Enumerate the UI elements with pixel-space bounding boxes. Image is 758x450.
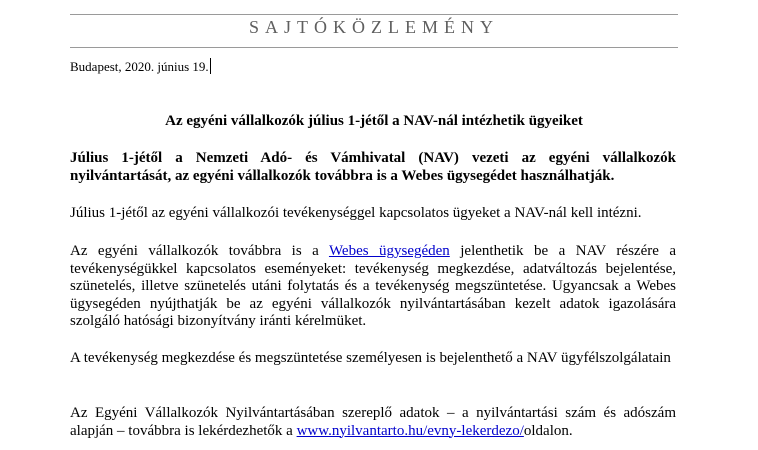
- paragraph-5: [70, 405, 676, 440]
- paragraph-3: [70, 243, 676, 331]
- paragraph-3-after: jelenthetik be a NAV részére a tevékenységükkel kapcsolatos eseményeket: tevékenység megkezdése, adatváltozás bejelentése, szünetelés, illetve szünetelés utáni folytatás és a tevékenység megszüntetése. Ugyancsak a Webes ügysegéden nyújthatják be az egyéni vállalkozók nyilvántartásában kezelt adatok igazolására szolgáló hatósági bizonyítvány iránti kérelmüket.: [70, 243, 676, 329]
- dateline[interactable]: [70, 58, 211, 75]
- paragraph-5-before: Az Egyéni Vállalkozók Nyilvántartásában szereplő adatok – a nyilvántartási szám és adószám alapján – továbbra is lekérdezhetők a: [70, 405, 676, 439]
- paragraph-3-before: Az egyéni vállalkozók továbbra is a: [70, 243, 329, 259]
- press-release-title: SAJTÓKÖZLEMÉNY: [249, 17, 499, 37]
- lead-paragraph: Július 1-jétől a Nemzeti Adó- és Vámhivatal (NAV) vezeti az egyéni vállalkozók nyilvántartását, az egyéni vállalkozók továbbra is a Webes ügysegédet használhatják.: [70, 150, 676, 184]
- paragraph-5-after: oldalon.: [523, 422, 573, 439]
- paragraph-4: A tevékenység megkezdése és megszüntetése személyesen is bejelenthető a NAV ügyfélszolgálatain: [70, 350, 671, 366]
- article-heading: Az egyéni vállalkozók július 1-jétől a NAV-nál intézhetik ügyeiket: [165, 113, 583, 129]
- text-cursor: [210, 58, 211, 74]
- dateline-text: Budapest, 2020. június 19.: [70, 59, 209, 74]
- nyilvantarto-link[interactable]: www.nyilvantarto.hu/evny-lekerdezo/: [296, 422, 524, 439]
- header-rule-top: [70, 14, 678, 15]
- webes-ugyseged-link[interactable]: Webes ügysegéden: [328, 243, 450, 259]
- header-rule-bottom: [70, 47, 678, 48]
- paragraph-2: Július 1-jétől az egyéni vállalkozói tevékenységgel kapcsolatos ügyeket a NAV-nál kell intézni.: [70, 205, 642, 221]
